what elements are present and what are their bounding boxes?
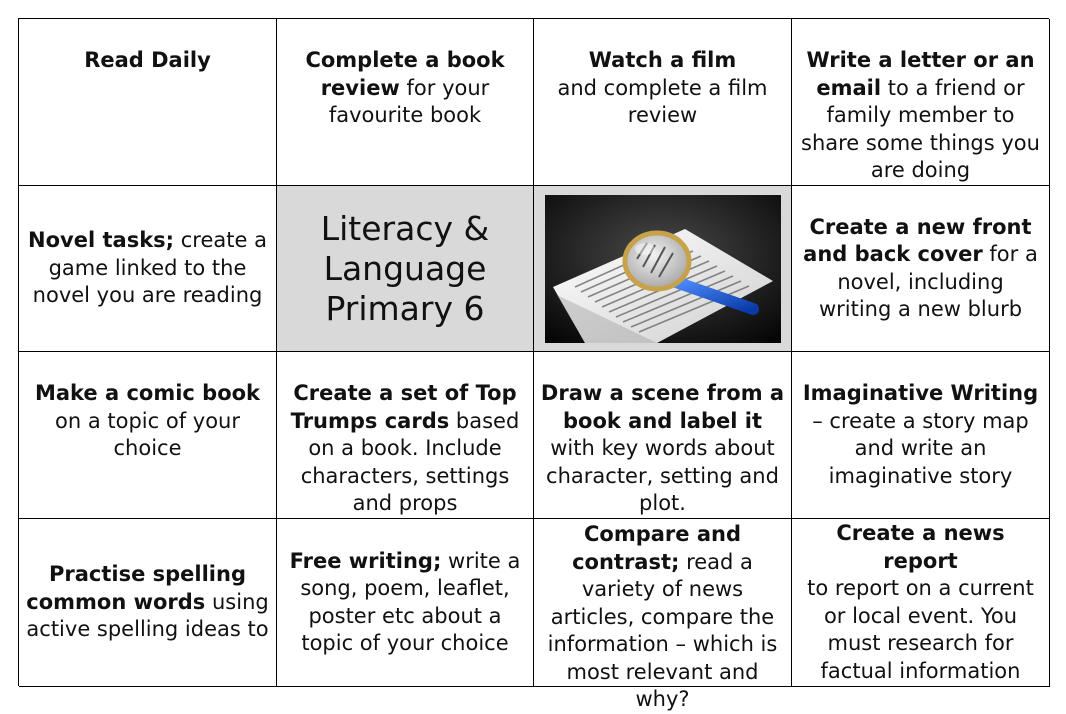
task-title: Draw a scene from a book and label it bbox=[540, 381, 785, 433]
cell-draw-scene bbox=[534, 352, 792, 519]
cell-watch-film bbox=[534, 19, 792, 186]
task-title: Imaginative Writing bbox=[802, 381, 1039, 405]
cell-news-report bbox=[792, 519, 1050, 687]
task-title: Novel tasks; bbox=[28, 228, 175, 253]
task-text: to a friend or family member to share some things you are doing bbox=[801, 75, 1040, 182]
task-text: on a topic of your choice bbox=[55, 408, 240, 460]
task-title: Free writing; bbox=[289, 548, 442, 573]
task-title: Practise spelling common words bbox=[26, 562, 246, 614]
cell-write-letter bbox=[792, 19, 1050, 186]
cell-imaginative-writing bbox=[792, 352, 1050, 519]
task-text: with key words about character, setting and plot. bbox=[546, 436, 779, 515]
image-cell bbox=[534, 186, 792, 352]
title-line: Primary 6 bbox=[325, 288, 485, 328]
task-title: Read Daily bbox=[84, 48, 211, 72]
task-title: Create a new front and back cover bbox=[803, 214, 1032, 266]
task-title: Create a news report bbox=[836, 521, 1005, 573]
task-title: Write a letter or an email bbox=[806, 48, 1035, 100]
task-title: Watch a film bbox=[588, 48, 737, 72]
task-text: write a song, poem, leaflet, poster etc about a topic of your choice bbox=[300, 548, 521, 655]
cell-book-review bbox=[277, 19, 534, 186]
task-text: – create a story map and write an imaginative story bbox=[812, 408, 1029, 488]
cell-top-trumps bbox=[277, 352, 534, 519]
task-title: Make a comic book bbox=[34, 381, 261, 405]
cell-read-daily bbox=[19, 19, 277, 186]
title-cell bbox=[277, 186, 534, 352]
task-title: Complete a book review bbox=[305, 48, 505, 100]
title-line: Language bbox=[323, 248, 487, 288]
cell-front-back-cover bbox=[792, 186, 1050, 352]
task-text: using active spelling ideas to bbox=[26, 589, 269, 642]
literacy-grid bbox=[18, 18, 1049, 711]
task-title: Create a set of Top Trumps cards bbox=[290, 381, 517, 433]
task-text: to report on a current or local event. You must research for factual information bbox=[807, 576, 1034, 683]
magnifying-glass-on-book-image bbox=[545, 195, 781, 343]
cell-compare-contrast bbox=[534, 519, 792, 711]
title-line: Literacy & bbox=[320, 208, 490, 248]
page-title bbox=[321, 209, 489, 329]
task-text: create a game linked to the novel you are reading bbox=[32, 228, 267, 308]
task-text: read a variety of news articles, compare the information – which is most relevant and why? bbox=[547, 549, 778, 711]
cell-practise-spelling bbox=[19, 519, 277, 687]
task-title: Compare and contrast; bbox=[572, 522, 741, 574]
cell-novel-tasks bbox=[19, 186, 277, 352]
cell-comic-book bbox=[19, 352, 277, 519]
task-text: for your favourite book bbox=[328, 75, 490, 127]
task-text: for a novel, including writing a new blurb bbox=[818, 242, 1038, 321]
task-text: and complete a film review bbox=[557, 75, 768, 127]
cell-free-writing bbox=[277, 519, 534, 687]
task-text: based on a book. Include characters, settings and props bbox=[300, 408, 520, 515]
